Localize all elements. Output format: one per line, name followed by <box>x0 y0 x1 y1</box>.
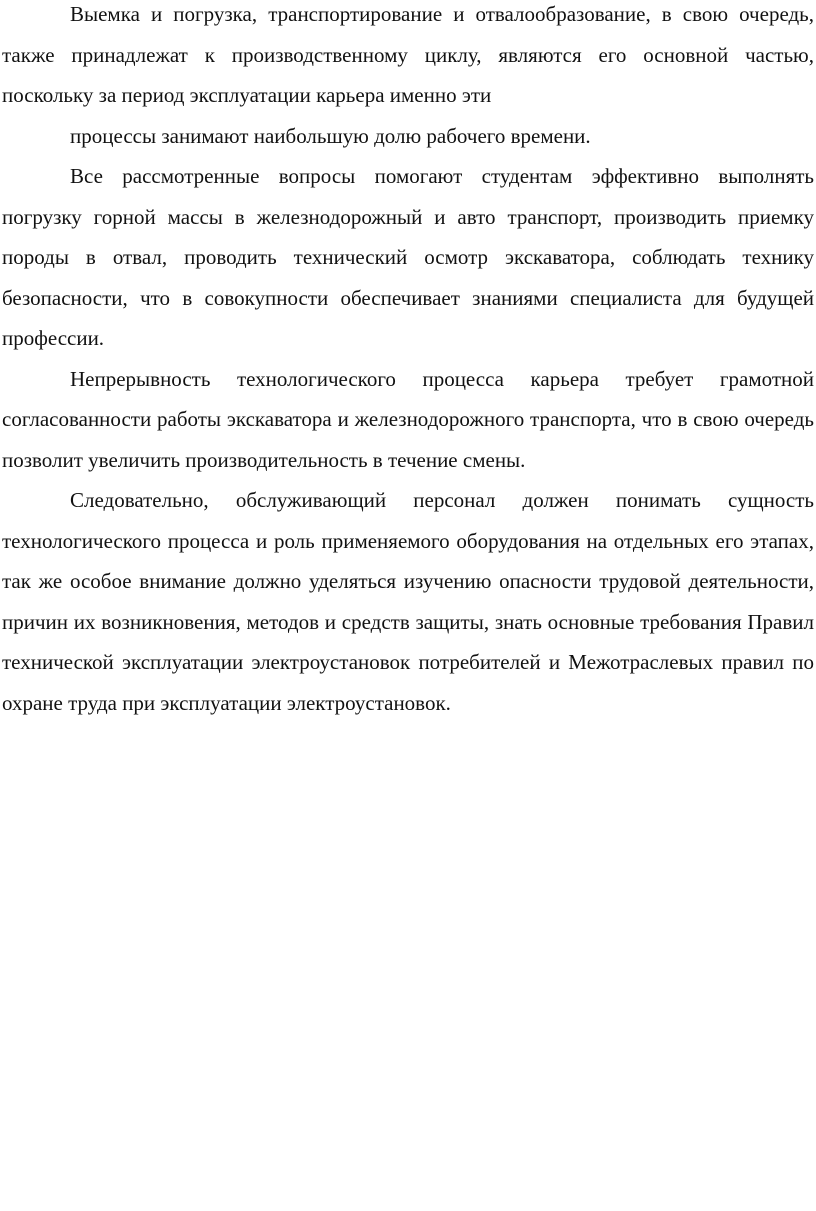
paragraph-3: Непрерывность технологического процесса карьера требует грамотной согласованности работы экскаватора и железнодорожного транспорта, что в свою очередь позволит увеличить производительность в течение смены. <box>2 366 814 472</box>
paragraph-1: Выемка и погрузка, транспортирование и отвалообразование, в свою очередь, также принадлежат к производственному циклу, являются его основной частью, поскольку за период эксплуатации карьера именно эти <box>2 2 814 107</box>
paragraph-1-continuation: процессы занимают наибольшую долю рабочего времени. <box>70 123 591 148</box>
paragraph-2: Все рассмотренные вопросы помогают студентам эффективно выполнять погрузку горной массы в железнодорожный и авто транспорт, производить приемку породы в отвал, проводить технический осмотр экскаватора, соблюдать технику безопасности, что в совокупности обеспечивает знаниями специалиста для будущей профессии. <box>2 164 814 350</box>
paragraph-4: Следовательно, обслуживающий персонал должен понимать сущность технологического процесса и роль применяемого оборудования на отдельных его этапах, так же особое внимание должно уделяться изучению опасности трудовой деятельности, причин их возникновения, методов и средств защиты, знать основные требования Правил технической эксплуатации электроустановок потребителей и Межотраслевых правил по охране труда при эксплуатации электроустановок. <box>2 488 814 715</box>
